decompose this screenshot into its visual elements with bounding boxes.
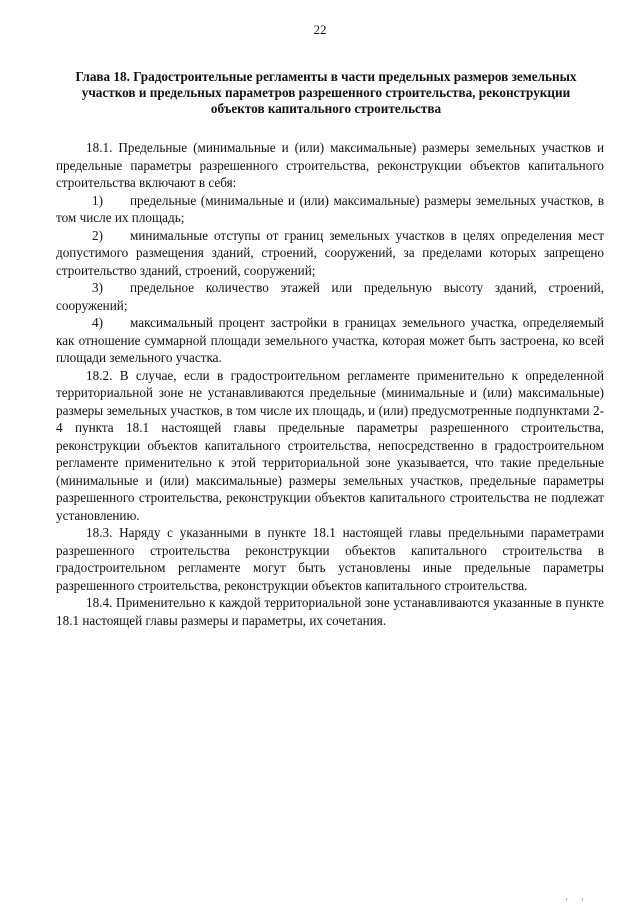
paragraph-18-4: 18.4. Применительно к каждой территориальной зоне устанавливаются указанные в пункте 18.1 настоящей главы размеры и параметры, их сочетания. [56,595,604,628]
list-item-number: 1) [92,192,103,208]
paragraph-18-1: 18.1. Предельные (минимальные и (или) максимальные) размеры земельных участков и предельные параметры разрешенного строительства, реконструкции объектов капитального строительства включают в себя: [56,140,604,190]
list-item [56,279,604,314]
list-item-number: 4) [92,315,103,330]
list-item [56,192,604,227]
document-body [56,139,604,629]
list-item [56,227,604,280]
list-item-text: минимальные отступы от границ земельных участков в целях определения мест допустимого размещения зданий, строений, сооружений, за пределами которых запрещено строительство зданий, строений, сооружений; [56,227,604,278]
list-item-text: предельное количество этажей или предельную высоту зданий, строений, сооружений; [56,280,604,313]
list-item-text: предельные (минимальные и (или) максимальные) размеры земельных участков, в том числе их площадь; [56,192,604,225]
paragraph-18-3: 18.3. Наряду с указанными в пункте 18.1 настоящей главы предельными параметрами разрешенного строительства реконструкции объектов капитального строительства в градостроительном регламенте могут быть установлены иные предельные параметры разрешенного строительства, реконструкции объектов капитального строительства. [56,525,604,593]
paragraph-18-2: 18.2. В случае, если в градостроительном регламенте применительно к определенной территориальной зоне не устанавливаются предельные (минимальные и (или) максимальные) размеры земельных участков, в том числе их площадь, и (или) предусмотренные подпунктами 2-4 пункта 18.1 настоящей главы предельные параметры разрешенного строительства, реконструкции объектов капитального строительства, непосредственно в градостроительном регламенте применительно к этой территориальной зоне указывается, что такие предельные (минимальные и (или) максимальные) размеры земельных участков, предельные параметры разрешенного строительства, реконструкции объектов капитального строительства не подлежат установлению. [56,367,604,523]
list-item [56,314,604,367]
list-item-text: максимальный процент застройки в границах земельного участка, определяемый как отношение суммарной площади земельного участка, которая может быть застроена, ко всей площади земельного участка. [56,315,604,365]
chapter-title: Глава 18. Градостроительные регламенты в части предельных размеров земельных участков и предельных параметров разрешенного строительства, реконструкции объектов капитального строительства [75,69,577,116]
page-number: 22 [313,22,327,37]
list-item-number: 2) [92,227,103,243]
scan-mark: ' ' [566,897,589,906]
list-item-number: 3) [92,280,103,295]
